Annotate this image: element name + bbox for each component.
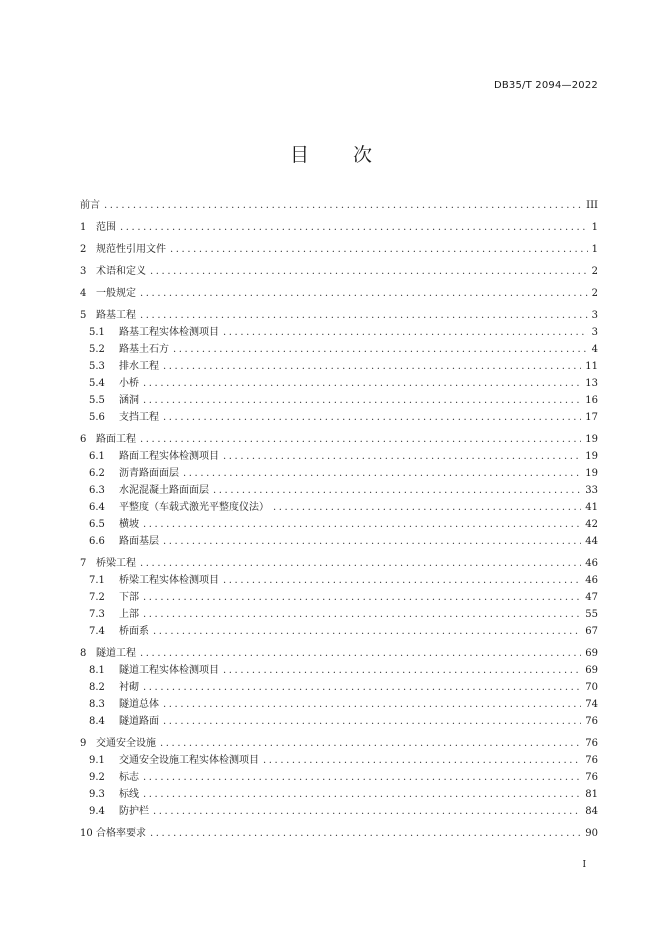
toc-entry[interactable]: [80, 344, 598, 356]
dot-leader: [143, 609, 581, 621]
toc-entry-title: 交通安全设施工程实体检测项目: [119, 755, 259, 766]
toc-entry-title: 下部: [119, 592, 139, 603]
toc-entry[interactable]: [80, 828, 598, 840]
toc-entry-title: 桥梁工程: [96, 558, 136, 569]
toc-entry-label: [89, 682, 139, 694]
dot-leader: [143, 378, 581, 390]
toc-entry-page: 55: [585, 609, 598, 620]
toc-entry-number: 5: [80, 310, 87, 321]
toc-entry-title: 涵洞: [119, 395, 139, 406]
toc-entry[interactable]: [80, 395, 598, 407]
toc-entry-number: 9: [80, 738, 87, 749]
toc-entry-label: [89, 327, 219, 339]
toc-entry-page: 76: [585, 738, 598, 749]
toc-entry[interactable]: [80, 738, 598, 750]
dot-leader: [143, 592, 581, 604]
toc-entry-title: 排水工程: [119, 361, 159, 372]
toc-entry-title: 上部: [119, 609, 139, 620]
toc-entry-label: [89, 395, 139, 407]
toc-entry-number: 5.4: [89, 378, 105, 389]
toc-entry-page: 69: [585, 665, 598, 676]
toc-entry-number: 2: [80, 244, 87, 255]
toc-entry-label: [80, 738, 156, 750]
toc-entry[interactable]: [80, 222, 598, 234]
toc-entry-number: 8: [80, 648, 87, 659]
toc-entry-number: 4: [80, 288, 87, 299]
toc-entry-label: [89, 502, 269, 514]
toc-entry[interactable]: [80, 699, 598, 711]
toc-entry-title: 隧道工程: [96, 648, 136, 659]
toc-entry-page: 13: [585, 378, 598, 389]
dot-leader: [104, 200, 582, 212]
toc-entry-page: 19: [585, 434, 598, 445]
dot-leader: [153, 626, 581, 638]
toc-entry[interactable]: [80, 755, 598, 767]
dot-leader: [140, 288, 588, 300]
toc-entry-title: 隧道路面: [119, 716, 159, 727]
toc-entry-title: 桥梁工程实体检测项目: [119, 575, 219, 586]
toc-entry-label: [89, 361, 159, 373]
toc-entry-number: 7.3: [89, 609, 105, 620]
toc-entry-title: 桥面系: [119, 626, 149, 637]
toc-entry-page: 11: [585, 361, 598, 372]
toc-entry[interactable]: [80, 665, 598, 677]
toc-entry[interactable]: [80, 536, 598, 548]
toc-entry-title: 路基工程实体检测项目: [119, 327, 219, 338]
toc-entry-page: 42: [585, 519, 598, 530]
title-char-1: 目: [289, 144, 309, 166]
table-of-contents: [80, 200, 598, 840]
dot-leader: [143, 519, 581, 531]
page-title: [0, 140, 662, 167]
toc-entry[interactable]: [80, 451, 598, 463]
toc-entry-number: 5.5: [89, 395, 105, 406]
toc-entry[interactable]: [80, 648, 598, 660]
toc-entry-title: 横坡: [119, 519, 139, 530]
toc-entry-page: 3: [591, 310, 598, 321]
toc-entry-label: [80, 222, 116, 234]
dot-leader: [163, 716, 581, 728]
toc-entry[interactable]: [80, 468, 598, 480]
toc-entry-page: 84: [585, 806, 598, 817]
toc-entry-label: [89, 485, 209, 497]
toc-entry-number: 5.3: [89, 361, 105, 372]
toc-entry[interactable]: [80, 412, 598, 424]
toc-entry-page: 3: [591, 327, 598, 338]
dot-leader: [143, 772, 581, 784]
toc-entry-label: [80, 244, 166, 256]
toc-entry[interactable]: [80, 327, 598, 339]
toc-entry-title: 路面工程实体检测项目: [119, 451, 219, 462]
toc-entry[interactable]: [80, 485, 598, 497]
toc-entry-title: 标志: [119, 772, 139, 783]
dot-leader: [140, 434, 581, 446]
toc-entry-title: 衬砌: [119, 682, 139, 693]
toc-entry-number: 10: [80, 828, 93, 839]
toc-entry[interactable]: [80, 200, 598, 212]
toc-entry-title: 路基土石方: [119, 344, 169, 355]
dot-leader: [143, 395, 581, 407]
toc-entry-page: 81: [585, 789, 598, 800]
toc-entry-title: 范围: [96, 222, 116, 233]
toc-entry[interactable]: [80, 558, 598, 570]
toc-entry-page: 46: [585, 558, 598, 569]
toc-entry-page: 76: [585, 716, 598, 727]
dot-leader: [163, 412, 581, 424]
dot-leader: [183, 468, 581, 480]
toc-entry-title: 平整度（车载式激光平整度仪法）: [119, 502, 269, 513]
toc-entry-label: [89, 755, 259, 767]
dot-leader: [120, 222, 588, 234]
toc-entry-page: 16: [585, 395, 598, 406]
dot-leader: [143, 682, 581, 694]
toc-entry-page: 41: [585, 502, 598, 513]
dot-leader: [263, 755, 581, 767]
toc-entry-number: 1: [80, 222, 87, 233]
dot-leader: [223, 327, 588, 339]
toc-entry-label: [89, 575, 219, 587]
dot-leader: [223, 451, 581, 463]
toc-entry-number: 9.2: [89, 772, 105, 783]
toc-entry-number: 8.2: [89, 682, 105, 693]
dot-leader: [213, 485, 581, 497]
toc-entry-number: 9.3: [89, 789, 105, 800]
toc-entry-label: [89, 665, 219, 677]
toc-entry-page: 70: [585, 682, 598, 693]
toc-entry-title: 合格率要求: [96, 828, 146, 839]
toc-entry-title: 小桥: [119, 378, 139, 389]
toc-entry-label: [89, 468, 179, 480]
toc-entry-page: 46: [585, 575, 598, 586]
toc-entry-number: 6: [80, 434, 87, 445]
dot-leader: [173, 344, 588, 356]
toc-entry[interactable]: [80, 502, 598, 514]
toc-entry-label: [89, 626, 149, 638]
toc-entry[interactable]: [80, 789, 598, 801]
toc-entry[interactable]: [80, 434, 598, 446]
toc-entry-title: 路面工程: [96, 434, 136, 445]
toc-entry-title: 规范性引用文件: [96, 244, 166, 255]
toc-entry-title: 防护栏: [119, 806, 149, 817]
toc-entry-title: 路面基层: [119, 536, 159, 547]
toc-entry-page: 67: [585, 626, 598, 637]
dot-leader: [140, 648, 581, 660]
toc-entry-number: 6.1: [89, 451, 105, 462]
toc-entry-label: [89, 609, 139, 621]
toc-entry-title: 标线: [119, 789, 139, 800]
toc-entry-title: 隧道工程实体检测项目: [119, 665, 219, 676]
toc-entry[interactable]: [80, 378, 598, 390]
toc-entry-page: 4: [591, 344, 598, 355]
toc-entry[interactable]: [80, 609, 598, 621]
toc-entry-title: 交通安全设施: [96, 738, 156, 749]
toc-entry-page: 76: [585, 755, 598, 766]
toc-entry[interactable]: [80, 772, 598, 784]
toc-entry-label: [80, 266, 146, 278]
toc-entry-page: 44: [585, 536, 598, 547]
toc-entry-page: 1: [591, 222, 598, 233]
toc-entry-page: III: [586, 200, 598, 211]
dot-leader: [140, 310, 588, 322]
toc-entry-label: [80, 558, 136, 570]
toc-entry-label: [80, 828, 146, 840]
toc-entry-page: 2: [591, 288, 598, 299]
toc-entry[interactable]: [80, 310, 598, 322]
toc-entry[interactable]: [80, 575, 598, 587]
toc-entry-title: 一般规定: [96, 288, 136, 299]
toc-entry-label: [80, 648, 136, 660]
toc-entry-label: [89, 519, 139, 531]
toc-entry-number: 6.2: [89, 468, 105, 479]
toc-entry[interactable]: [80, 244, 598, 256]
dot-leader: [223, 575, 581, 587]
toc-entry-page: 47: [585, 592, 598, 603]
toc-entry-number: 5.2: [89, 344, 105, 355]
toc-entry-label: [89, 344, 169, 356]
toc-entry[interactable]: [80, 288, 598, 300]
toc-entry-page: 69: [585, 648, 598, 659]
toc-entry-label: [89, 716, 159, 728]
toc-entry-label: [89, 699, 159, 711]
toc-entry-title: 水泥混凝土路面面层: [119, 485, 209, 496]
toc-entry-page: 2: [591, 266, 598, 277]
toc-entry-title: 隧道总体: [119, 699, 159, 710]
toc-entry-page: 19: [585, 468, 598, 479]
toc-entry-label: [80, 310, 136, 322]
dot-leader: [150, 828, 581, 840]
dot-leader: [273, 502, 581, 514]
toc-entry-label: [89, 378, 139, 390]
toc-entry-number: 6.4: [89, 502, 105, 513]
toc-entry-number: 5.6: [89, 412, 105, 423]
dot-leader: [163, 361, 581, 373]
toc-entry-label: [89, 592, 139, 604]
toc-entry-label: [89, 772, 139, 784]
dot-leader: [150, 266, 588, 278]
document-code: DB35/T 2094—2022: [493, 80, 598, 91]
toc-entry-label: [80, 288, 136, 300]
toc-entry[interactable]: [80, 519, 598, 531]
toc-entry-title: 支挡工程: [119, 412, 159, 423]
toc-entry-label: [89, 412, 159, 424]
toc-entry-page: 74: [585, 699, 598, 710]
toc-entry-title: 路基工程: [96, 310, 136, 321]
toc-entry-page: 90: [585, 828, 598, 839]
toc-entry-page: 1: [591, 244, 598, 255]
dot-leader: [163, 536, 581, 548]
toc-entry-title: 术语和定义: [96, 266, 146, 277]
dot-leader: [163, 699, 581, 711]
toc-entry-number: 8.4: [89, 716, 105, 727]
toc-entry[interactable]: [80, 361, 598, 373]
toc-entry-label: [89, 536, 159, 548]
toc-entry-page: 17: [585, 412, 598, 423]
toc-entry-number: 5.1: [89, 327, 105, 338]
toc-entry-label: [89, 806, 149, 818]
dot-leader: [170, 244, 588, 256]
title-char-2: 次: [353, 144, 373, 166]
dot-leader: [153, 806, 581, 818]
toc-entry-number: 6.6: [89, 536, 105, 547]
dot-leader: [160, 738, 581, 750]
toc-entry-number: 8.3: [89, 699, 105, 710]
toc-entry-page: 76: [585, 772, 598, 783]
toc-entry-number: 8.1: [89, 665, 105, 676]
toc-entry[interactable]: [80, 682, 598, 694]
toc-entry-number: 7.4: [89, 626, 105, 637]
toc-entry-label: [80, 434, 136, 446]
toc-entry-page: 19: [585, 451, 598, 462]
toc-entry[interactable]: [80, 806, 598, 818]
toc-entry-label: [80, 200, 100, 212]
dot-leader: [143, 789, 581, 801]
toc-entry[interactable]: [80, 266, 598, 278]
toc-entry-number: 9.4: [89, 806, 105, 817]
page-number: I: [582, 860, 586, 870]
toc-entry-number: 6.3: [89, 485, 105, 496]
toc-entry[interactable]: [80, 716, 598, 728]
toc-entry-page: 33: [585, 485, 598, 496]
toc-entry-title: 沥青路面面层: [119, 468, 179, 479]
toc-entry-number: 7: [80, 558, 87, 569]
dot-leader: [140, 558, 581, 570]
toc-entry-title: 前言: [80, 200, 100, 211]
toc-entry[interactable]: [80, 626, 598, 638]
toc-entry-number: 9.1: [89, 755, 105, 766]
toc-entry-number: 6.5: [89, 519, 105, 530]
toc-entry-number: 7.1: [89, 575, 105, 586]
dot-leader: [223, 665, 581, 677]
toc-entry-label: [89, 789, 139, 801]
toc-entry-number: 3: [80, 266, 87, 277]
toc-entry[interactable]: [80, 592, 598, 604]
toc-entry-label: [89, 451, 219, 463]
toc-entry-number: 7.2: [89, 592, 105, 603]
